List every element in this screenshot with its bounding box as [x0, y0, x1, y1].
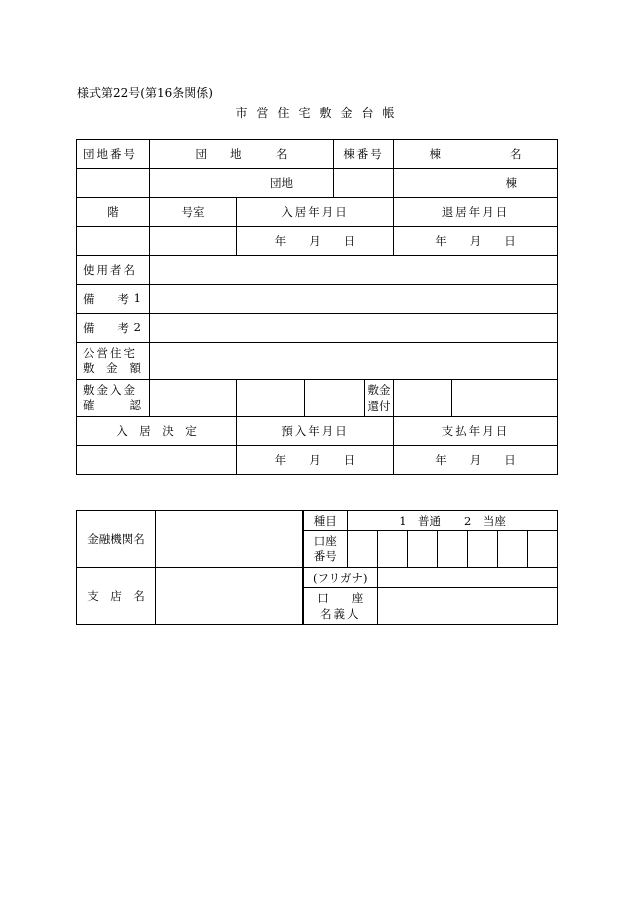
label-koei-line1: 公営住宅	[83, 346, 137, 360]
label-shiharai-date: 支払年月日	[394, 417, 558, 446]
field-koei-shikikin[interactable]	[150, 343, 558, 380]
row-headers-3	[77, 417, 558, 446]
label-shikikin-kakunin	[77, 380, 150, 417]
label-meigi-line1: 口 座	[317, 591, 364, 605]
label-to-mei: 棟 名	[394, 140, 558, 169]
field-danchi-bango[interactable]	[77, 169, 150, 198]
field-biko2[interactable]	[150, 314, 558, 343]
field-kinyu-kikan[interactable]	[156, 511, 303, 568]
label-kanpu-text: 敷金還付	[367, 383, 391, 413]
label-biko1-text: 備 考	[83, 292, 129, 306]
field-to-bango[interactable]	[334, 169, 394, 198]
field-koza-digit-7[interactable]	[528, 531, 558, 568]
label-koza-bango-line1: 口座	[313, 534, 337, 548]
label-goshitsu: 号室	[150, 198, 237, 227]
suffix-to: 棟	[505, 176, 517, 190]
field-shiten[interactable]	[156, 568, 303, 625]
label-shumoku: 種目	[303, 511, 348, 531]
field-shiyosha[interactable]	[150, 256, 558, 285]
label-nyukyo-kettei: 入 居 決 定	[77, 417, 237, 446]
row-shiyosha	[77, 256, 558, 285]
field-koza-digit-3[interactable]	[408, 531, 438, 568]
field-goshitsu[interactable]	[150, 227, 237, 256]
label-danchi-bango: 団地番号	[77, 140, 150, 169]
form-number: 様式第22号(第16条関係)	[77, 86, 213, 100]
field-biko1[interactable]	[150, 285, 558, 314]
field-nyukin-1[interactable]	[150, 380, 237, 417]
field-taikyo-date[interactable]: 年 月 日	[394, 227, 558, 256]
field-nyukyo-kettei[interactable]	[77, 446, 237, 475]
ledger-table	[76, 139, 558, 475]
label-koei-line2-b: 額	[129, 361, 141, 375]
label-to-bango: 棟番号	[334, 140, 394, 169]
form-title: 市営住宅敷金台帳	[235, 106, 404, 120]
field-nyukin-2[interactable]	[237, 380, 305, 417]
field-danchi-mei[interactable]	[150, 169, 334, 198]
field-nyukyo-date[interactable]: 年 月 日	[237, 227, 394, 256]
label-koei-shikikin	[77, 343, 150, 380]
suffix-danchi: 団地	[270, 176, 293, 190]
label-biko2	[77, 314, 150, 343]
label-danchi-mei: 団 地 名	[150, 140, 334, 169]
field-to-mei[interactable]	[394, 169, 558, 198]
row-values-3	[77, 446, 558, 475]
label-biko1	[77, 285, 150, 314]
bank-table	[76, 510, 558, 625]
row-shikikin-kakunin	[77, 380, 558, 417]
label-koza-bango	[303, 531, 348, 568]
label-kinyu-kikan: 金融機関名	[77, 511, 156, 568]
label-furigana: (フリガナ)	[303, 568, 378, 588]
row-biko2	[77, 314, 558, 343]
row-biko1	[77, 285, 558, 314]
row-values-1	[77, 169, 558, 198]
label-meigi	[303, 588, 378, 625]
field-koza-digit-6[interactable]	[498, 531, 528, 568]
field-kai[interactable]	[77, 227, 150, 256]
label-taikyo-date: 退居年月日	[394, 198, 558, 227]
field-koza-digit-5[interactable]	[468, 531, 498, 568]
label-shikikin-line2-b: 認	[129, 398, 141, 412]
label-shiyosha: 使用者名	[77, 256, 150, 285]
label-biko2-text: 備 考	[83, 321, 129, 335]
field-azukari-date[interactable]: 年 月 日	[237, 446, 394, 475]
field-kanpu-1[interactable]	[394, 380, 452, 417]
label-biko1-num: 1	[133, 291, 141, 305]
label-koza-bango-line2: 番号	[313, 549, 337, 563]
label-nyukyo-date: 入居年月日	[237, 198, 394, 227]
label-koei-line2-a: 敷 金	[83, 361, 118, 375]
field-kanpu-2[interactable]	[452, 380, 558, 417]
label-shikikin-line1: 敷金入金	[83, 383, 137, 397]
label-meigi-line2: 名義人	[320, 607, 361, 621]
field-koza-digit-4[interactable]	[438, 531, 468, 568]
field-koza-digit-1[interactable]	[348, 531, 378, 568]
field-nyukin-3[interactable]	[305, 380, 365, 417]
label-kanpu	[365, 380, 394, 417]
field-koza-digit-2[interactable]	[378, 531, 408, 568]
label-kai: 階	[77, 198, 150, 227]
label-biko2-num: 2	[133, 320, 141, 334]
label-shiten: 支 店 名	[77, 568, 156, 625]
row-headers-1	[77, 140, 558, 169]
label-azukari-date: 預入年月日	[237, 417, 394, 446]
field-meigi[interactable]	[378, 588, 558, 625]
label-shikikin-line2-a: 確	[83, 398, 95, 412]
row-headers-2	[77, 198, 558, 227]
row-values-2	[77, 227, 558, 256]
field-shumoku[interactable]: 1 普通 2 当座	[348, 511, 558, 531]
row-koei-shikikin	[77, 343, 558, 380]
field-shiharai-date[interactable]: 年 月 日	[394, 446, 558, 475]
field-furigana[interactable]	[378, 568, 558, 588]
